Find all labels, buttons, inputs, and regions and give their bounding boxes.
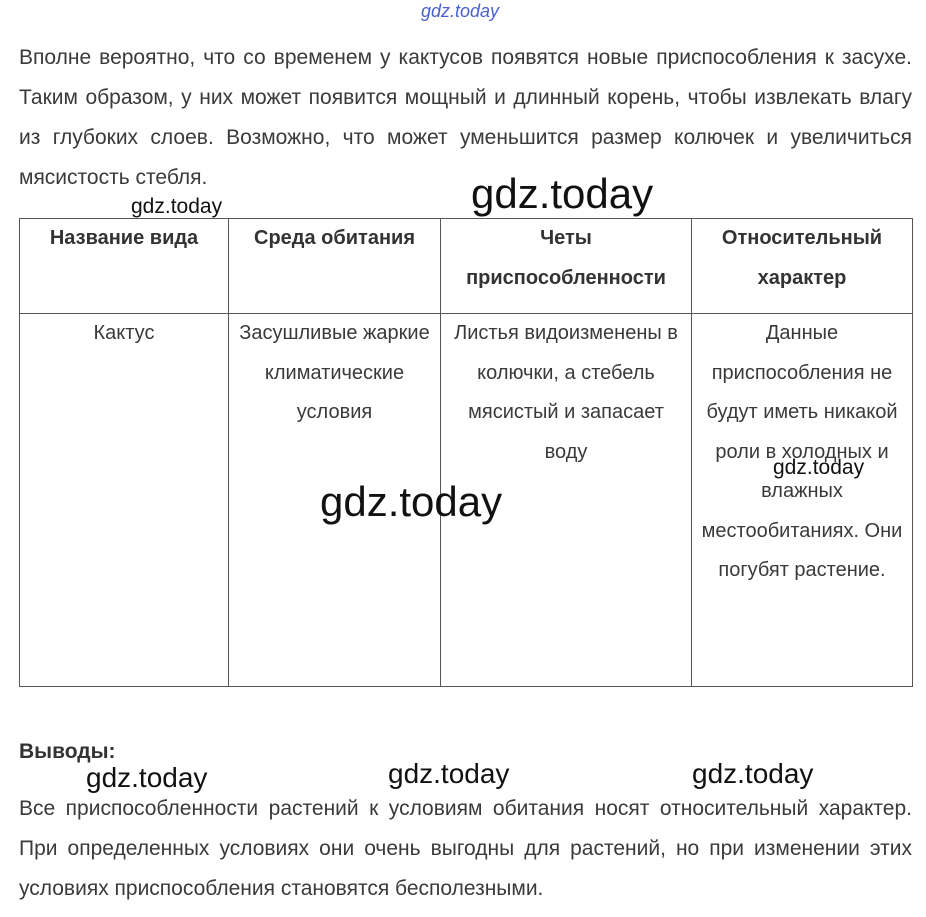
watermark: gdz.today <box>471 170 654 217</box>
watermark: gdz.today <box>131 195 223 218</box>
watermark: gdz.today <box>388 758 510 789</box>
table-header-row <box>20 219 913 314</box>
watermark: gdz.today <box>692 758 814 789</box>
adaptation-table <box>19 218 913 687</box>
header-relative-character: Относительный характер <box>692 219 913 314</box>
conclusion-paragraph: Все приспособленности растений к условиям обитания носят относительный характер. При определенных условиях они очень выгодны для растений, но при изменении этих условиях приспособления становятся бесполезными. <box>19 797 912 900</box>
watermark: gdz.today <box>773 456 865 479</box>
intro-paragraph: Вполне вероятно, что со временем у кактусов появятся новые приспособления к засухе. Таким образом, у них может появится мощный и длинный корень, чтобы извлекать влагу из глубоких слоев. Возможно, что может уменьшится размер колючек и увеличиться мясистость стебля. <box>19 46 912 189</box>
watermark: gdz.today <box>320 478 503 525</box>
table-row <box>20 314 913 687</box>
header-species-name: Название вида <box>20 219 229 314</box>
header-adaptation-features: Четы приспособленности <box>441 219 692 314</box>
conclusion-heading: Выводы: <box>19 740 116 763</box>
cell-adaptation-features: Листья видоизменены в колючки, а стебель мясистый и запасает воду <box>441 314 692 687</box>
watermark: gdz.today <box>86 762 208 793</box>
watermark-top[interactable]: gdz.today <box>421 1 500 21</box>
header-habitat: Среда обитания <box>229 219 441 314</box>
cell-species-name: Кактус <box>20 314 229 687</box>
cell-habitat: Засушливые жаркие климатические условия <box>229 314 441 687</box>
cell-relative-character: Данные приспособления не будут иметь никакой роли в холодных и влажных местообитаниях. Они погубят растение. <box>692 314 913 687</box>
